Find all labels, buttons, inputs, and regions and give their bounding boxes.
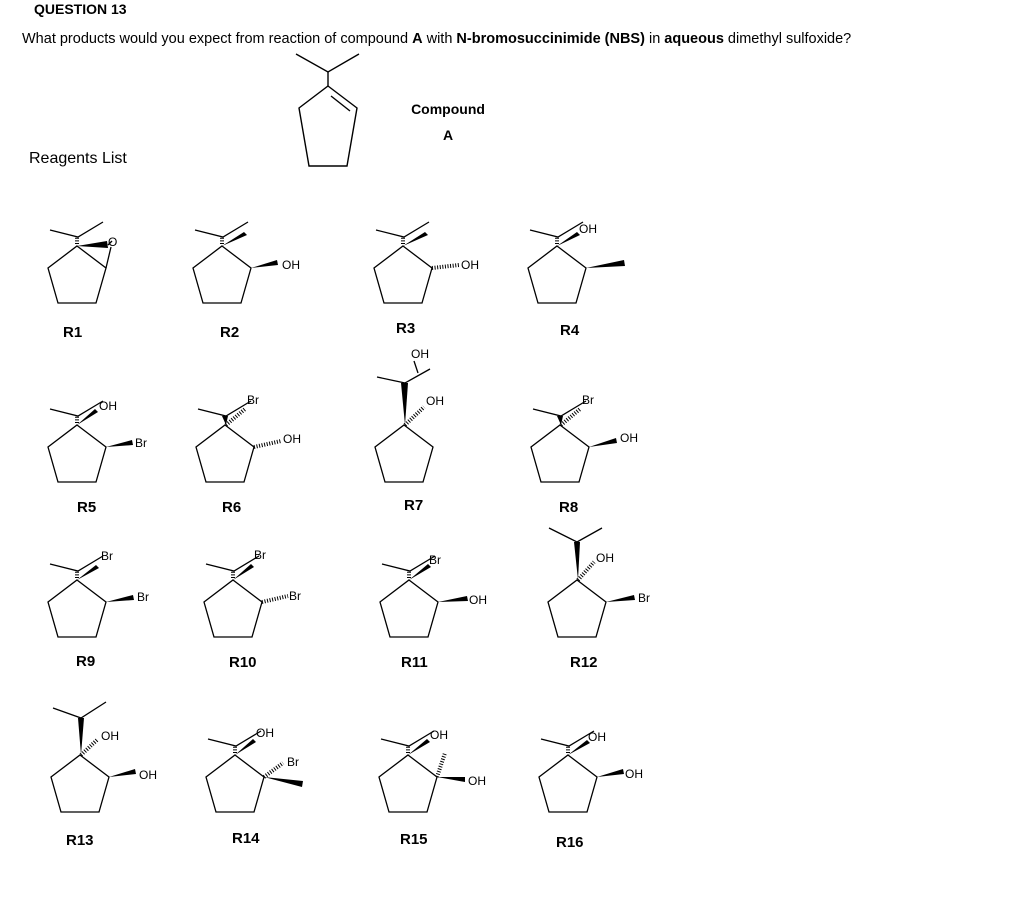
reagent-r1-structure: [48, 222, 117, 303]
reagent-r16-label: R16: [556, 834, 584, 851]
svg-text:Br: Br: [254, 548, 266, 562]
svg-text:OH: OH: [411, 347, 429, 361]
svg-text:OH: OH: [426, 394, 444, 408]
svg-text:OH: OH: [461, 258, 479, 272]
reagent-r6-structure: [196, 393, 301, 482]
reagent-r13-structure: [51, 702, 157, 812]
svg-text:Br: Br: [137, 590, 149, 604]
reagent-r16-structure: [539, 730, 643, 812]
reagent-r7-structure: [375, 347, 444, 482]
svg-text:OH: OH: [469, 593, 487, 607]
reagent-r2-structure: [193, 222, 300, 303]
svg-text:OH: OH: [430, 728, 448, 742]
svg-text:OH: OH: [283, 432, 301, 446]
reagent-r10-label: R10: [229, 654, 257, 671]
svg-text:OH: OH: [99, 399, 117, 413]
svg-text:OH: OH: [596, 551, 614, 565]
reagent-r5-label: R5: [77, 499, 97, 516]
svg-text:Br: Br: [135, 436, 147, 450]
svg-text:OH: OH: [101, 729, 119, 743]
svg-text:OH: OH: [139, 768, 157, 782]
svg-text:OH: OH: [256, 726, 274, 740]
reagent-r8-label: R8: [559, 499, 579, 516]
svg-text:Br: Br: [101, 549, 113, 563]
reagent-r8-structure: [531, 393, 638, 482]
question-number: QUESTION 13: [34, 1, 127, 17]
reagent-r14-structure: [206, 726, 303, 812]
svg-text:OH: OH: [588, 730, 606, 744]
svg-text:O: O: [108, 235, 118, 249]
svg-text:OH: OH: [625, 767, 643, 781]
reagent-r12-label: R12: [570, 654, 598, 671]
reagent-r6-label: R6: [222, 499, 242, 516]
svg-text:OH: OH: [282, 258, 300, 272]
svg-text:Br: Br: [289, 589, 301, 603]
svg-text:OH: OH: [468, 774, 486, 788]
reagent-r10-structure: [204, 548, 301, 637]
svg-text:OH: OH: [579, 222, 597, 236]
reagent-r15-structure: [379, 728, 486, 812]
reagent-r4-label: R4: [560, 322, 580, 339]
reagent-r13-label: R13: [66, 832, 94, 849]
svg-text:OH: OH: [620, 431, 638, 445]
svg-text:Br: Br: [287, 755, 299, 769]
reagent-r11-structure: [380, 553, 487, 637]
reagent-r7-label: R7: [404, 497, 424, 514]
reagent-r4-structure: [528, 222, 625, 303]
reagent-r9-structure: [48, 549, 149, 637]
reagent-r5-structure: [48, 399, 147, 482]
compound-a-structure: [296, 54, 359, 166]
reagent-r9-label: R9: [76, 653, 96, 670]
reagents-list-title: Reagents List: [29, 150, 127, 167]
reagent-r2-label: R2: [220, 324, 240, 341]
svg-text:Br: Br: [638, 591, 650, 605]
compound-a-label: Compound A: [411, 101, 485, 143]
question-text: What products would you expect from reaction of compound A with N-bromosuccinimide (NBS) in aqueous dimethyl sulfoxide?: [22, 31, 852, 47]
reagent-r12-structure: [548, 528, 650, 637]
reagent-r1-label: R1: [63, 324, 83, 341]
svg-text:Br: Br: [429, 553, 441, 567]
reagent-r14-label: R14: [232, 830, 260, 847]
reagent-r3-structure: [374, 222, 479, 303]
reagent-r3-label: R3: [396, 320, 416, 337]
svg-text:Br: Br: [582, 393, 594, 407]
reagent-r11-label: R11: [401, 654, 428, 671]
svg-text:Br: Br: [247, 393, 259, 407]
reagent-r15-label: R15: [400, 831, 428, 848]
